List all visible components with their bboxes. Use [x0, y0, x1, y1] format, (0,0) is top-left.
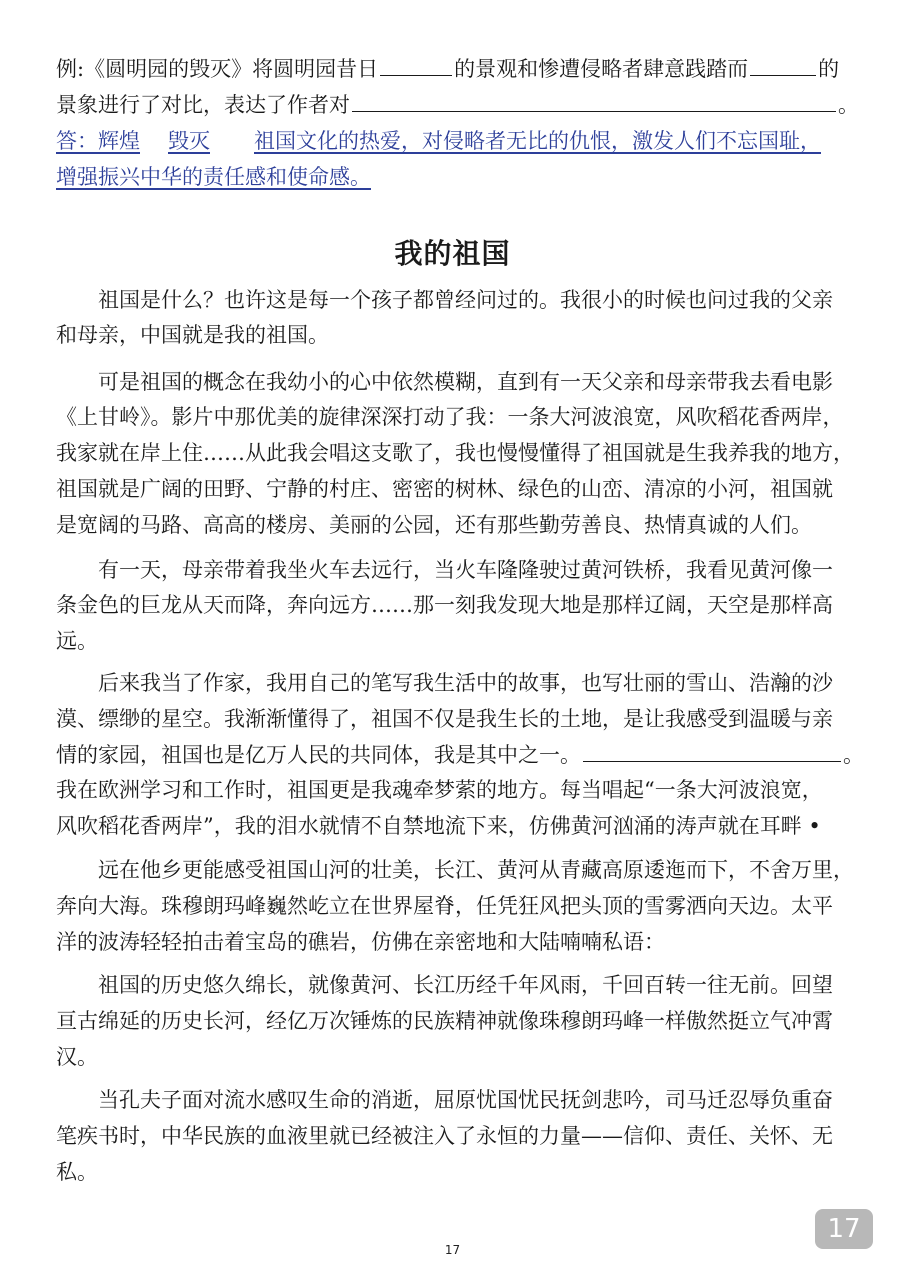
article-line: 漠、缥缈的星空。我渐渐懂得了，祖国不仅是我生长的土地，是让我感受到温暖与亲 — [56, 707, 833, 731]
article-line: 和母亲，中国就是我的祖国。 — [56, 323, 329, 347]
article-line: 《上甘岭》。影片中那优美的旋律深深打动了我：一条大河波浪宽，风吹稻花香两岸， — [56, 405, 844, 429]
article-line: 奔向大海。珠穆朗玛峰巍然屹立在世界屋脊，任凭狂风把头顶的雪雾洒向天边。太平 — [56, 894, 833, 918]
article-line: 风吹稻花香两岸”，我的泪水就情不自禁地流下来，仿佛黄河汹涌的涛声就在耳畔 • — [56, 814, 821, 838]
page-number: 17 — [444, 1243, 461, 1257]
article-line: 我家就在岸上住……从此我会唱这支歌了，我也慢慢懂得了祖国就是生我养我的地方， — [56, 441, 854, 465]
article-line: 祖国的历史悠久绵长，就像黄河、长江历经千年风雨，千回百转一往无前。回望 — [56, 973, 833, 997]
answer-1: 辉煌 — [98, 129, 140, 153]
article-line: 远。 — [56, 629, 98, 653]
article-line: 是宽阔的马路、高高的楼房、美丽的公园，还有那些勤劳善良、热情真诚的人们。 — [56, 513, 812, 537]
question-text: 的 — [818, 57, 840, 81]
article-line: 亘古绵延的历史长河，经亿万次锤炼的民族精神就像珠穆朗玛峰一样傲然挺立气冲霄 — [56, 1009, 833, 1033]
article-line: 洋的波涛轻轻拍击着宝岛的礁岩，仿佛在亲密地和大陆喃喃私语： — [56, 930, 665, 954]
article-title: 我的祖国 — [394, 237, 511, 270]
answer-label: 答： — [56, 129, 98, 153]
article-line: 后来我当了作家，我用自己的笔写我生活中的故事，也写壮丽的雪山、浩瀚的沙 — [56, 671, 833, 695]
article-line: 笔疾书时，中华民族的血液里就已经被注入了永恒的力量——信仰、责任、关怀、无 — [56, 1124, 833, 1148]
article-line: 祖国就是广阔的田野、宁静的村庄、密密的树林、绿色的山峦、清凉的小河，祖国就 — [56, 477, 833, 501]
article-line: 可是祖国的概念在我幼小的心中依然模糊，直到有一天父亲和母亲带我去看电影 — [56, 370, 833, 394]
fill-blank-4[interactable] — [583, 743, 841, 762]
article-line: 远在他乡更能感受祖国山河的壮美，长江、黄河从青藏高原逶迤而下，不舍万里， — [56, 858, 854, 882]
article-line: 汉。 — [56, 1045, 98, 1069]
exercise-question-line-1 — [56, 54, 839, 84]
question-text: 景象进行了对比，表达了作者对 — [56, 93, 350, 117]
fill-blank-1[interactable] — [380, 57, 452, 76]
article-line: 私。 — [56, 1160, 98, 1184]
question-text: 。 — [838, 93, 859, 117]
article-line: 条金色的巨龙从天而降，奔向远方……那一刻我发现大地是那样辽阔，天空是那样高 — [56, 593, 833, 617]
fill-blank-2[interactable] — [750, 57, 816, 76]
article-line: 我在欧洲学习和工作时，祖国更是我魂牵梦萦的地方。每当唱起“一条大河波浪宽， — [56, 778, 823, 802]
article-line: 有一天，母亲带着我坐火车去远行，当火车隆隆驶过黄河铁桥，我看见黄河像一 — [56, 558, 833, 582]
fill-blank-3[interactable] — [352, 93, 836, 112]
answer-line-2 — [56, 162, 371, 192]
article-line: 当孔夫子面对流水感叹生命的消逝，屈原忧国忧民抚剑悲吟，司马迁忍辱负重奋 — [56, 1088, 833, 1112]
question-text: 例:《圆明园的毁灭》将圆明园昔日 — [56, 57, 379, 81]
article-text: 。 — [843, 743, 864, 767]
question-text: 的景观和惨遭侵略者肆意践踏而 — [454, 57, 749, 81]
answer-3: 祖国文化的热爱，对侵略者无比的仇恨，激发人们不忘国耻， — [254, 129, 821, 153]
answer-4: 增强振兴中华的责任感和使命感。 — [56, 165, 371, 189]
article-text: 情的家园，祖国也是亿万人民的共同体，我是其中之一。 — [56, 743, 581, 767]
page-badge: 17 — [815, 1209, 873, 1249]
article-line: 祖国是什么？也许这是每一个孩子都曾经问过的。我很小的时候也问过我的父亲 — [56, 288, 833, 312]
article-line-with-blank — [56, 740, 864, 770]
exercise-question-line-2 — [56, 90, 859, 120]
answer-2: 毁灭 — [168, 129, 210, 153]
answer-line-1 — [56, 126, 821, 156]
